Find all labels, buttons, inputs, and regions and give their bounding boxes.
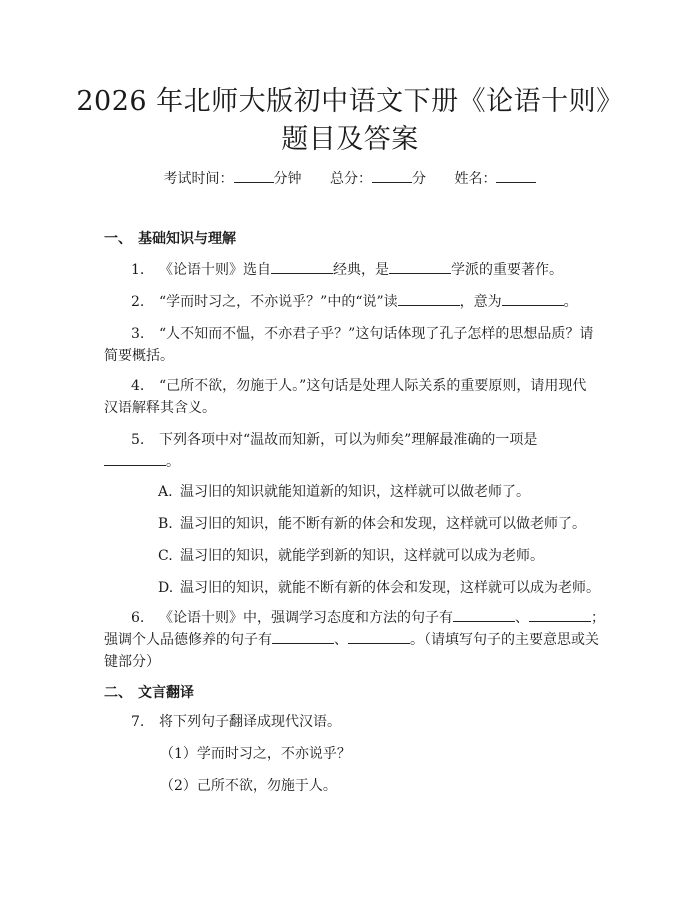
total-score-unit: 分 (412, 171, 426, 187)
question-text: “学而时习之，不亦说乎？”中的“说”读 (159, 294, 398, 310)
section-heading-1 (104, 229, 236, 249)
question-text: “己所不欲，勿施于人。”这句话是处理人际关系的重要原则，请用现代 (159, 378, 587, 394)
sub-question-label: （1） (160, 746, 197, 762)
question-6 (131, 606, 605, 630)
exam-time-blank[interactable] (234, 168, 274, 183)
answer-blank[interactable] (104, 451, 166, 466)
answer-blank[interactable] (271, 259, 333, 274)
question-7 (131, 710, 341, 734)
section-heading-2 (104, 683, 194, 703)
option-label: A. (158, 484, 173, 500)
sub-question-label: （2） (160, 778, 197, 794)
question-2 (131, 290, 578, 314)
student-name-label: 姓名： (454, 171, 497, 187)
question-3 (131, 322, 593, 346)
exam-title-line1: 2026 年北师大版初中语文下册《论语十则》 (76, 86, 624, 117)
sub-question-text: 学而时习之，不亦说乎？ (196, 746, 351, 762)
option-c[interactable] (158, 546, 544, 566)
option-label: C. (158, 548, 173, 564)
exam-title-line2: 题目及答案 (281, 124, 419, 155)
question-text: 强调个人品德修养的句子有 (104, 632, 272, 648)
section-number: 二、 (104, 685, 132, 701)
student-name (454, 171, 536, 187)
question-number: 2. (131, 294, 145, 310)
question-text: ； (591, 610, 605, 626)
sub-question-1 (160, 744, 351, 764)
option-text: 温习旧的知识就能知道新的知识，这样就可以做老师了。 (180, 484, 530, 500)
exam-time-unit: 分钟 (273, 171, 302, 187)
question-4-continued: 汉语解释其含义。 (104, 400, 216, 416)
exam-time (164, 171, 302, 187)
answer-blank[interactable] (529, 607, 591, 622)
exam-time-label: 考试时间： (163, 171, 234, 187)
question-1 (131, 258, 563, 282)
question-number: 3. (131, 326, 145, 342)
option-text: 温习旧的知识，就能学到新的知识，这样就可以成为老师。 (180, 548, 544, 564)
answer-blank[interactable] (272, 629, 334, 644)
question-text: 、 (334, 632, 348, 648)
total-score (330, 171, 426, 187)
section-title: 文言翻译 (138, 685, 194, 701)
answer-blank[interactable] (398, 291, 460, 306)
question-text: ，意为 (459, 294, 502, 310)
question-6-line3: 键部分） (104, 654, 160, 670)
question-text: 下列各项中对“温故而知新，可以为师矣”理解最准确的一项是 (159, 432, 538, 448)
answer-blank[interactable] (389, 259, 451, 274)
question-number: 1. (131, 262, 145, 278)
option-d[interactable] (158, 578, 600, 598)
option-b[interactable] (158, 514, 586, 534)
option-label: B. (158, 516, 173, 532)
question-number: 6. (131, 610, 145, 626)
question-text: 将下列句子翻译成现代汉语。 (159, 714, 341, 730)
exam-info (0, 168, 700, 189)
question-text: 经典，是 (333, 262, 389, 278)
question-text: 。 (563, 294, 578, 310)
question-6-line2 (104, 628, 599, 652)
sub-question-text: 己所不欲，勿施于人。 (196, 778, 337, 794)
answer-blank[interactable] (502, 291, 564, 306)
option-a[interactable] (158, 482, 530, 502)
question-text: 。（请填写句子的主要意思或关 (410, 632, 599, 648)
question-5 (131, 428, 537, 452)
question-text: 《论语十则》中，强调学习态度和方法的句子有 (159, 610, 453, 626)
option-text: 温习旧的知识，能不断有新的体会和发现，这样就可以做老师了。 (180, 516, 586, 532)
question-5-continued (104, 450, 180, 474)
total-score-label: 总分： (330, 171, 372, 187)
question-text: 。 (166, 454, 180, 470)
answer-blank[interactable] (453, 607, 515, 622)
answer-blank[interactable] (348, 629, 410, 644)
question-text: 《论语十则》选自 (159, 262, 271, 278)
student-name-blank[interactable] (496, 168, 536, 183)
total-score-blank[interactable] (372, 168, 412, 183)
question-number: 4. (131, 378, 145, 394)
option-text: 温习旧的知识，就能不断有新的体会和发现，这样就可以成为老师。 (180, 580, 600, 596)
question-text: 学派的重要著作。 (451, 262, 563, 278)
option-label: D. (158, 580, 174, 596)
question-text: “人不知而不愠，不亦君子乎？”这句话体现了孔子怎样的思想品质？请 (159, 326, 594, 342)
question-number: 7. (131, 714, 145, 730)
section-title: 基础知识与理解 (138, 231, 236, 247)
sub-question-2 (160, 776, 337, 796)
question-number: 5. (131, 432, 145, 448)
question-4 (131, 374, 586, 398)
question-text: 、 (515, 610, 529, 626)
section-number: 一、 (104, 231, 132, 247)
question-3-continued: 简要概括。 (104, 348, 174, 364)
